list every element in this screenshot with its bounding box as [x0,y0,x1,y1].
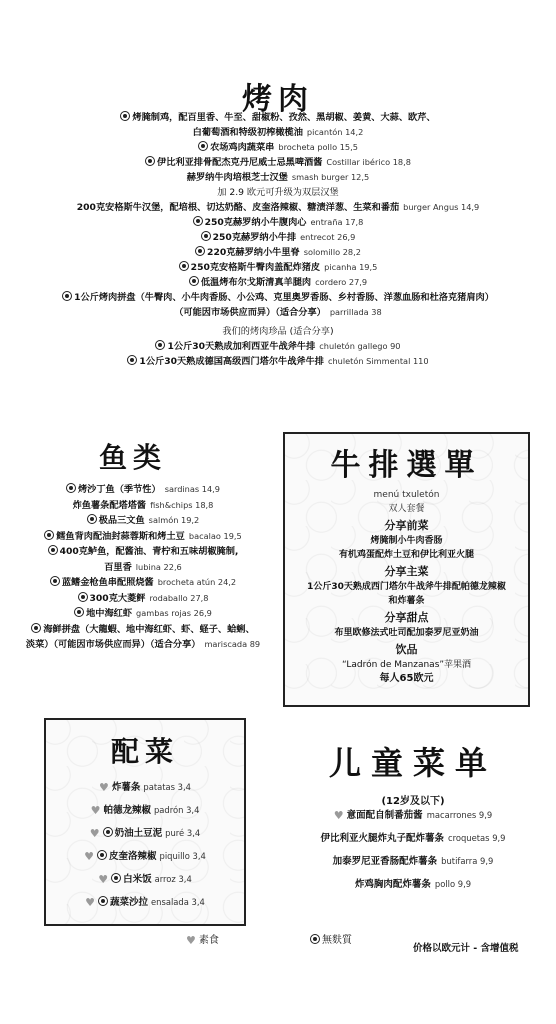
grill-item [12,275,544,290]
fish-item-name: 炸鱼薯条配塔塔酱 [72,499,147,511]
gluten-free-icon [120,111,130,121]
side-item-name: 蔬菜沙拉 [110,897,149,908]
fish-item-line [8,544,278,560]
grill-item [12,230,544,245]
heart-icon: ♥ [89,827,100,840]
grill-item-spanish: smash burger 12,5 [291,172,370,182]
kids-item [278,850,548,873]
steak-menu-subtitle: menú txuletón [373,490,440,500]
heart-icon: ♥ [333,809,344,822]
gluten-free-icon [310,934,320,944]
gluten-free-icon [74,607,84,617]
side-item-spanish: patatas 3,4 [143,782,191,792]
legend-gf-label: 無麩質 [322,935,352,946]
grill-item-note: 加 2.9 欧元可升级为双层汉堡 [217,187,339,198]
gluten-free-icon [179,261,189,271]
kids-item-spanish: macarrones 9,9 [426,810,493,820]
kids-item-name: 炸鸡胸肉配炸薯条 [354,879,431,890]
fish-item-name-cont: 淡菜）（可能因市场供应而异）（适合分享） [25,639,201,650]
fish-item-name-cont: 百里香 [104,561,132,573]
grill-item [12,290,544,320]
grill-special-item-line [12,339,544,354]
grill-item-spanish: picantón 14,2 [306,127,364,137]
fish-item-line [8,498,278,514]
grill-item-spanish: picanha 19,5 [324,262,378,272]
grill-item [12,200,544,215]
grill-item-line [12,110,544,125]
side-item-spanish: puré 3,4 [165,828,201,838]
grill-item-name: 1公斤烤肉拼盘（牛臀肉、小牛肉香肠、小公鸡、克里奥罗香肠、乡村香肠、洋葱血肠和杜洛克猪肩肉） [74,292,494,303]
gluten-free-icon [48,545,58,555]
legend-vegan-label: 素食 [198,935,219,946]
fish-item-name: 地中海红虾 [86,608,133,619]
grill-item [12,245,544,260]
heart-icon: ♥ [98,873,109,886]
fish-item [8,482,278,498]
fish-item-line2 [8,560,278,576]
fish-item [8,544,278,575]
fish-item-line [8,591,278,607]
fish-item-name: 烤沙丁鱼（季节性） [78,484,161,495]
drink-heading: 饮品 [395,643,418,656]
side-item-line [46,845,244,868]
gluten-free-icon [195,246,205,256]
fish-item-line [8,622,278,638]
grill-item-line2 [12,125,544,140]
gluten-free-icon [62,291,72,301]
fish-item-spanish: sardinas 14,9 [164,484,220,494]
fish-item-name: 极品三文鱼 [98,515,145,526]
grill-item-line [12,275,544,290]
grill-list [12,110,544,369]
grill-item-line [12,140,544,155]
main-1: 1公斤30天熟成西门塔尔牛战斧牛排配帕德龙辣椒 [307,582,506,592]
grill-item-name-cont: （可能因市场供应而异）（适合分享） [174,307,326,318]
fish-item-line [8,529,278,545]
steak-menu-for-two: 双人套餐 [388,504,425,514]
kids-item [278,804,548,827]
grill-item [12,170,544,200]
starter-2: 有机鸡蛋配炸土豆和伊比利亚火腿 [338,550,474,560]
grill-special-item-name: 1公斤30天熟成德国高级西门塔尔牛战斧牛排 [139,356,324,367]
grill-item-spanish: burger Angus 14,9 [403,202,480,212]
grill-item-line [12,200,544,215]
grill-item-name: 农场鸡肉蔬菜串 [210,142,275,153]
kids-list [278,804,548,896]
side-item-spanish: arroz 3,4 [154,874,192,884]
grill-item-name: 200克安格斯牛汉堡，配培根、切达奶酪、皮奎洛辣椒、糖渍洋葱、生菜和番茄 [76,202,400,213]
grill-item-spanish: entrecot 26,9 [300,232,356,242]
grill-item-line [12,170,544,185]
gluten-free-icon [87,514,97,524]
side-item [46,891,244,914]
grill-item [12,155,544,170]
fish-item [8,529,278,545]
side-item-name: 奶油土豆泥 [114,828,163,839]
heart-icon: ♥ [98,781,109,794]
fish-item-name: 鳕鱼背肉配油封蒜蓉斯和烤土豆 [56,530,185,542]
side-item-name: 皮奎洛辣椒 [109,851,157,862]
kids-item [278,827,548,850]
gluten-free-icon [198,141,208,151]
gluten-free-icon [155,340,165,350]
kids-subtitle: (12岁及以下) [381,796,445,807]
grill-item-name-cont: 白葡萄酒和特级初榨橄榄油 [192,127,303,138]
grill-item-line [12,155,544,170]
fish-item-spanish: salmón 19,2 [148,515,200,525]
grill-item-name: 220克赫罗纳小牛里脊 [207,247,300,258]
grill-item [12,260,544,275]
gluten-free-icon [66,483,76,493]
grill-item-line [12,290,544,305]
heart-icon: ♥ [186,934,196,947]
grill-item-name: 低温烤布尔戈斯清真羊腿肉 [200,277,312,288]
grill-item [12,215,544,230]
fish-item-spanish: fish&chips 18,8 [150,499,214,510]
fish-item-spanish: rodaballo 27,8 [149,592,209,603]
grill-item-spanish: cordero 27,9 [315,277,368,287]
fish-item-line2 [8,637,278,653]
side-item-line [46,799,244,822]
fish-item [8,606,278,622]
side-item-name: 帕德龙辣椒 [103,805,151,816]
fish-item-spanish: gambas rojas 26,9 [136,608,212,618]
side-item [46,868,244,891]
fish-item-spanish: brocheta atún 24,2 [157,577,237,587]
gluten-free-icon [44,530,54,540]
grill-item-name: 250克安格斯牛臀肉盖配炸猪皮 [190,262,321,273]
side-item [46,799,244,822]
grill-special-item-spanish: chuletón Simmental 110 [327,356,429,366]
kids-item-line [278,827,548,850]
gluten-free-icon [103,827,113,837]
kids-item-line [278,873,548,896]
grill-item [12,140,544,155]
starter-1: 烤腌制小牛肉香肠 [370,536,443,546]
dessert-heading: 分享甜点 [384,611,429,624]
heart-icon: ♥ [90,804,101,817]
fish-item [8,591,278,607]
legend-gf [310,931,352,946]
gluten-free-icon [50,576,60,586]
gluten-free-icon [98,896,108,906]
gluten-free-icon [193,216,203,226]
fish-item-line [8,575,278,591]
fish-item-line [8,513,278,529]
grill-item-spanish: brocheta pollo 15,5 [278,142,358,152]
grill-special-item-spanish: chuletón gallego 90 [319,341,401,351]
grill-item-name: 烤腌制鸡，配百里香、牛至、甜椒粉、孜然、黑胡椒、姜黄、大蒜、欧芹、 [132,112,436,123]
gluten-free-icon [31,623,41,633]
grill-special-item [12,339,544,354]
sides-list [46,776,244,914]
gluten-free-icon [145,156,155,166]
grill-special-item [12,354,544,369]
fish-item-spanish: mariscada 89 [204,639,261,649]
side-item [46,822,244,845]
kids-item-spanish: butifarra 9,9 [441,856,494,866]
grill-special-title: 我们的烤肉珍品 (适合分享) [222,326,334,337]
fish-item [8,575,278,591]
side-item [46,776,244,799]
grill-item-line [12,215,544,230]
fish-item-spanish: bacalao 19,5 [188,530,242,541]
starter-heading: 分享前菜 [384,519,429,532]
fish-item [8,513,278,529]
main-heading: 分享主菜 [384,565,429,578]
side-item-line [46,776,244,799]
kids-title: 儿童菜单 [328,744,497,782]
grill-item-spanish: parrillada 38 [329,307,382,317]
kids-item [278,873,548,896]
fish-title: 鱼类 [98,441,167,474]
fish-item-line [8,482,278,498]
side-item [46,845,244,868]
side-item-name: 炸薯条 [111,782,141,793]
grill-item-line [12,260,544,275]
heart-icon: ♥ [85,896,95,909]
grill-item-line [12,245,544,260]
fish-item-line [8,606,278,622]
grill-item-spanish: entraña 17,8 [310,217,364,227]
side-item-spanish: piquillo 3,4 [159,851,206,861]
kids-item-spanish: croquetas 9,9 [447,833,506,843]
gluten-free-icon [97,850,107,860]
fish-item [8,498,278,514]
side-item-line [46,868,244,891]
fish-item-spanish: lubina 22,6 [135,561,182,572]
side-item-spanish: padrón 3,4 [153,805,200,815]
steak-menu-title: 牛排選單 [330,448,483,483]
steak-menu-box [283,432,530,707]
fish-item-name: 蓝鳍金枪鱼串配照烧酱 [61,577,154,588]
gluten-free-icon [201,231,211,241]
kids-item-name: 加泰罗尼亚香肠配炸薯条 [332,856,438,867]
gluten-free-icon [127,355,137,365]
fish-item-name: 300克大菱鲆 [89,592,146,604]
gluten-free-icon [189,276,199,286]
sides-title: 配菜 [110,735,179,768]
main-2: 和炸薯条 [388,596,425,606]
grill-special-item-line [12,354,544,369]
steak-menu-price: 每人65欧元 [379,673,434,684]
grill-item-name: 赫罗纳牛肉培根芝士汉堡 [186,172,288,183]
kids-item-line [278,850,548,873]
kids-item-line [278,804,548,827]
grill-item-spanish: solomillo 28,2 [303,247,361,257]
kids-item-name: 伊比利亚火腿炸丸子配炸薯条 [320,833,444,844]
grill-item-line [12,230,544,245]
side-item-line [46,891,244,914]
heart-icon: ♥ [84,850,94,863]
kids-item-name: 意面配自制番茄酱 [346,810,423,821]
grill-item-name: 伊比利亚排骨配杰克丹尼威士忌黑啤酒酱 [157,157,323,168]
grill-special-item-name: 1公斤30天熟成加利西亚牛战斧牛排 [167,341,316,352]
fish-list [8,482,278,653]
side-item-spanish: ensalada 3,4 [151,897,205,907]
grill-item [12,110,544,140]
side-item-name: 白米饭 [123,874,152,885]
sides-box [44,718,246,926]
price-note: 价格以欧元计 - 含增值税 [413,943,519,954]
dessert-1: 布里欧修法式吐司配加泰罗尼亚奶油 [334,628,479,638]
fish-item-name: 海鲜拼盘（大龍蝦、地中海红虾、虾、蛏子、蛤蜊、 [43,623,255,635]
gluten-free-icon [78,592,88,602]
gluten-free-icon [111,873,121,883]
side-item-line [46,822,244,845]
legend-vegan [186,931,219,947]
fish-item-name: 400克鲈鱼，配酱油、青柠和五味胡椒腌制, [59,546,239,557]
grill-item-line2 [12,305,544,320]
drink-1: “Ladrón de Manzanas”苹果酒 [341,660,472,670]
grill-item-spanish: Costillar ibérico 18,8 [326,157,411,167]
grill-item-name: 250克赫罗纳小牛腹肉心 [204,217,307,228]
grill-item-name: 250克赫罗纳小牛排 [212,232,297,243]
fish-item [8,622,278,653]
grill-title: 烤肉 [242,82,314,117]
kids-item-spanish: pollo 9,9 [434,879,472,889]
